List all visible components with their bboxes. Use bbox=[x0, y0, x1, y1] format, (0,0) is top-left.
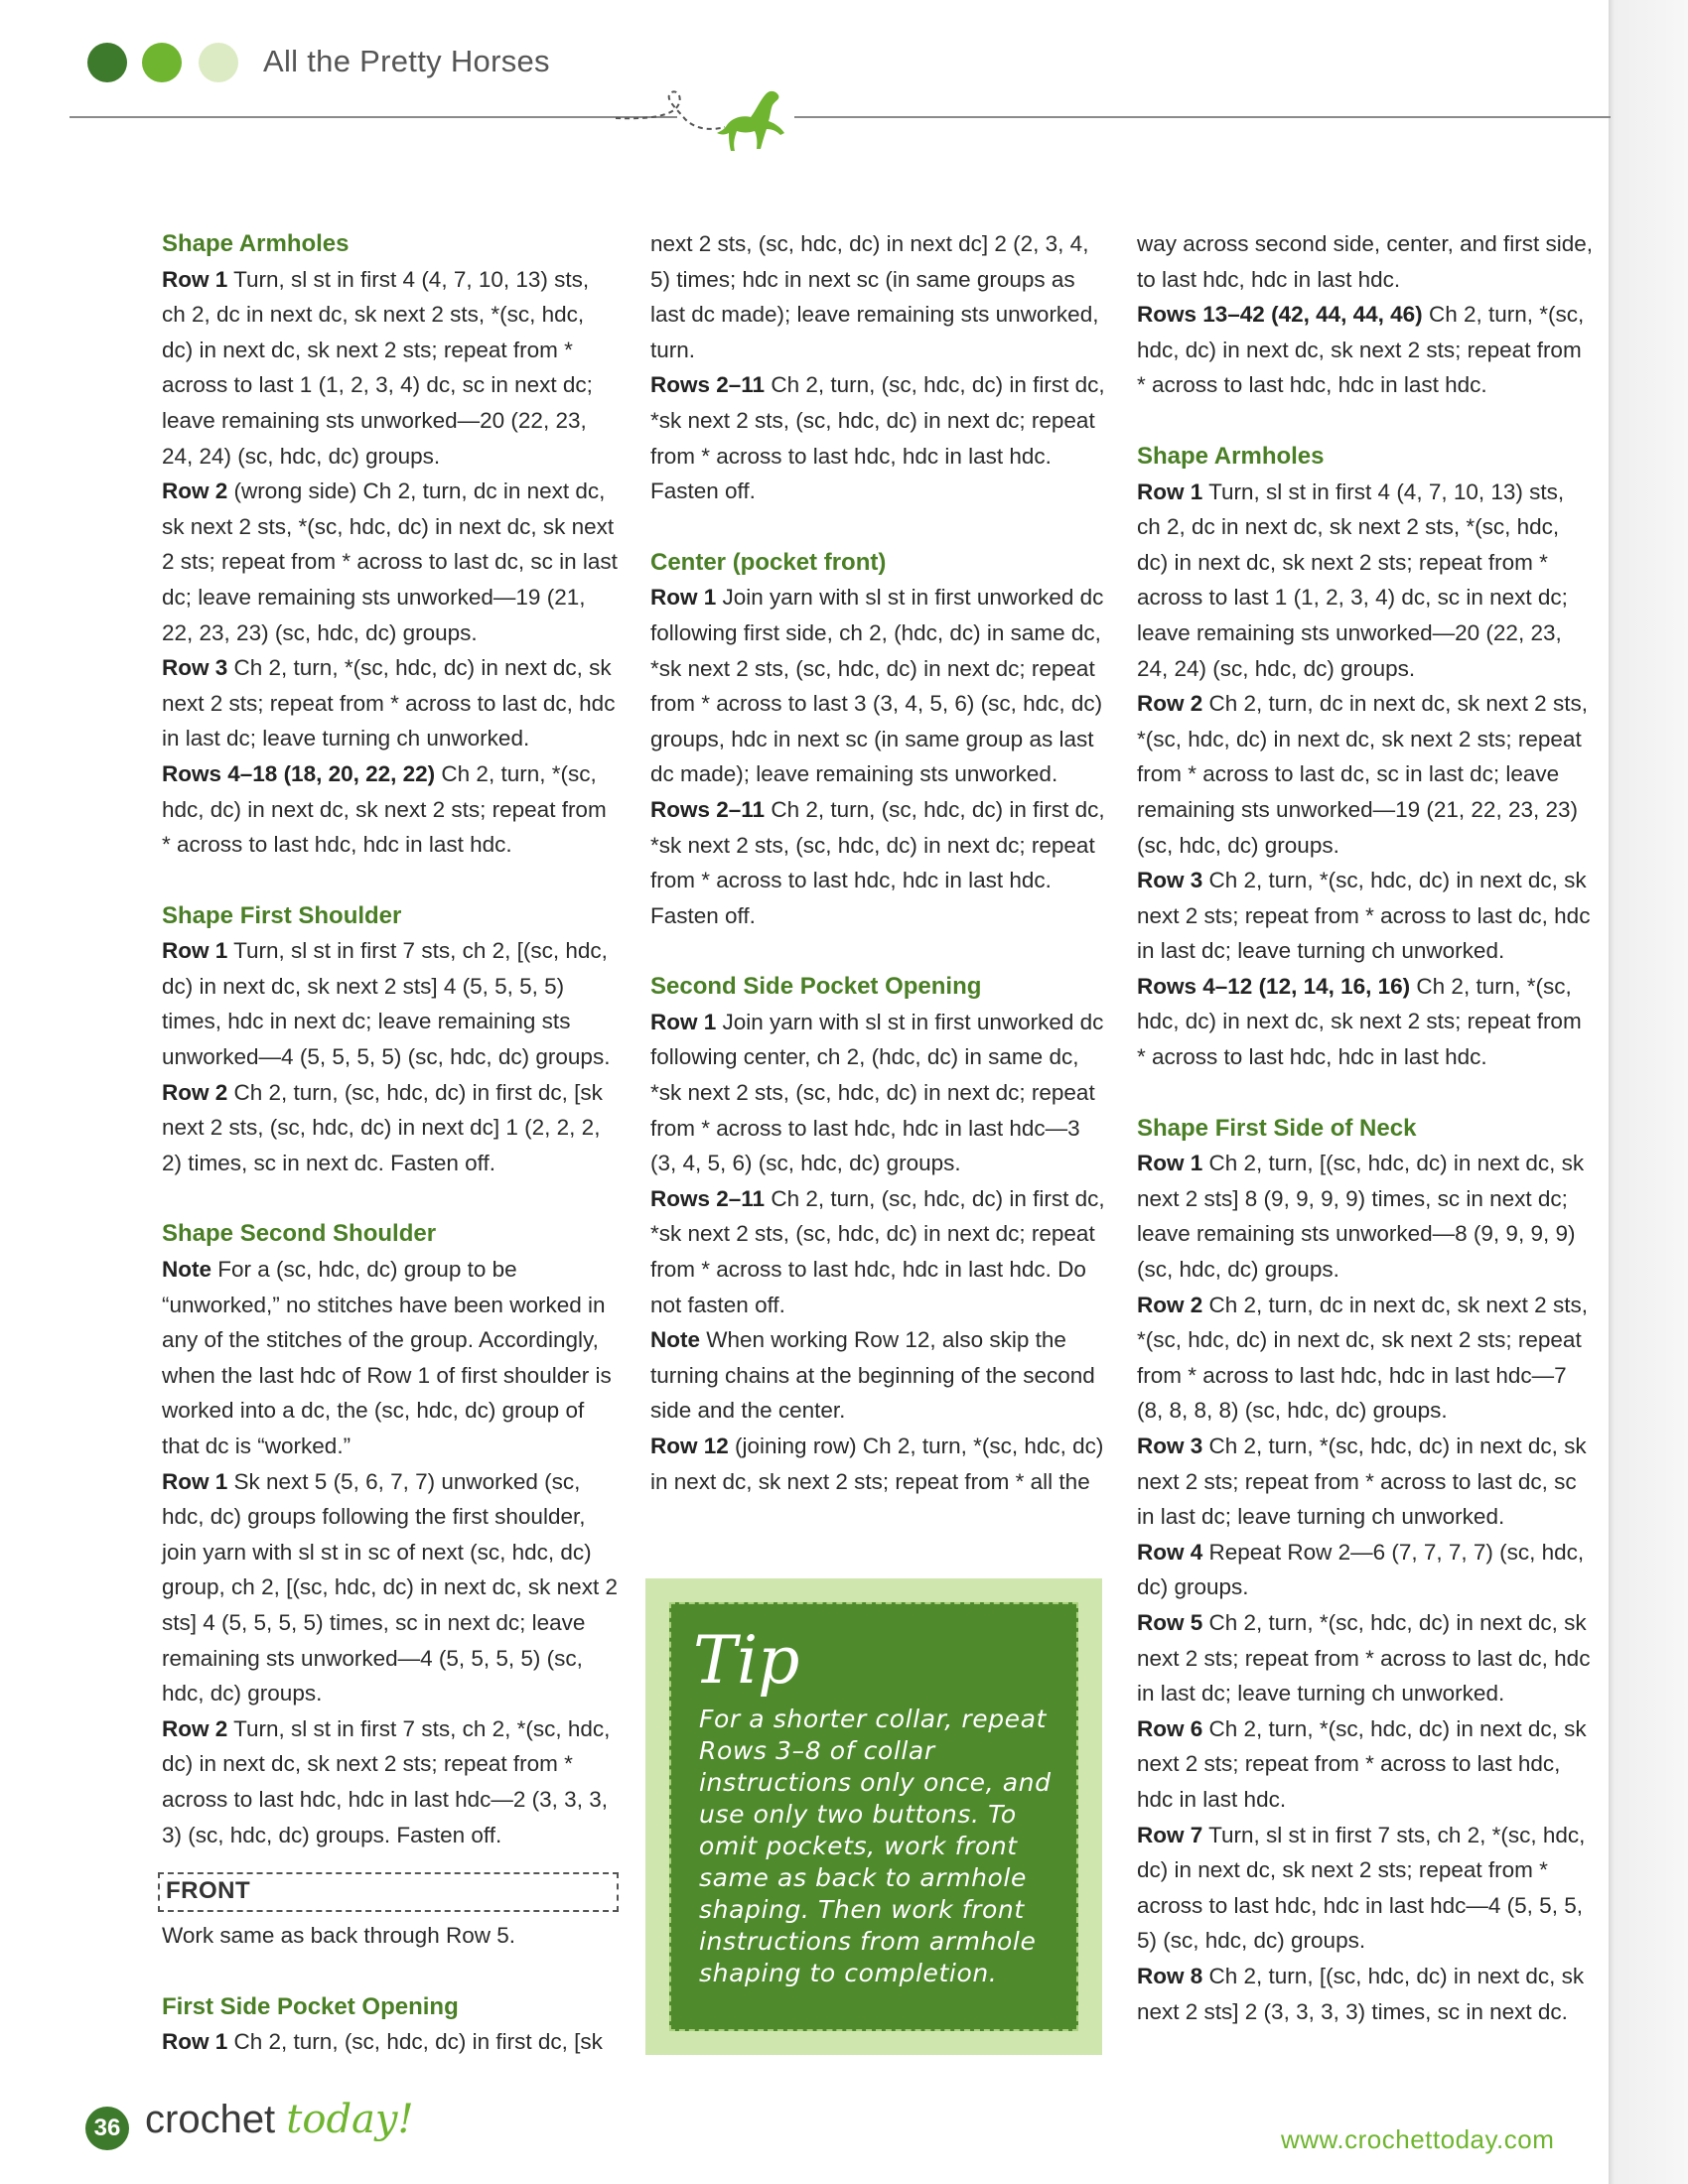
instruction-row bbox=[1137, 1288, 1594, 1429]
row-label: Rows 4–12 (12, 14, 16, 16) bbox=[1137, 973, 1411, 999]
section-heading-neck: Shape First Side of Neck bbox=[1137, 1114, 1417, 1142]
instruction-row bbox=[650, 1181, 1107, 1322]
row-text: Turn, sl st in first 7 sts, ch 2, [(sc, hdc, dc) in next dc, sk next 2 sts] 4 (5, 5, 5, 5) times, hdc in next dc; leave remaining sts unworked—4 (5, 5, 5, 5) (sc, hdc, dc) groups. bbox=[162, 938, 611, 1070]
instruction-row bbox=[162, 1711, 619, 1852]
section-heading-first-shoulder: Shape First Shoulder bbox=[162, 901, 402, 929]
instruction-row bbox=[1137, 297, 1594, 403]
row-label: Rows 13–42 (42, 44, 44, 46) bbox=[1137, 302, 1423, 328]
row-text: Turn, sl st in first 4 (4, 7, 10, 13) sts, ch 2, dc in next dc, sk next 2 sts, *(sc, hdc, dc) in next dc, sk next 2 sts; repeat from * across to last 1 (1, 2, 3, 4) dc, sc in next dc; leave remaining sts unworked—20 (22, 23, 24, 24) (sc, hdc, dc) groups. bbox=[162, 266, 593, 469]
instruction-row bbox=[1137, 686, 1594, 863]
row-text: Ch 2, turn, dc in next dc, sk next 2 sts, *(sc, hdc, dc) in next dc, sk next 2 sts; repeat from * across to last dc, sc in last dc; leave remaining sts unworked—19 (21, 22, 23, 23) (sc, hdc, dc) groups. bbox=[1137, 691, 1588, 858]
note-text: For a (sc, hdc, dc) group to be “unworked,” no stitches have been worked in any of the stitches of the group. Accordingly, when the last hdc of Row 1 of first shoulder is worked into a dc, the (sc, hdc, dc) group of that dc is “worked.” bbox=[162, 1257, 612, 1458]
note bbox=[162, 1252, 619, 1464]
front-section-heading bbox=[158, 1872, 619, 1912]
row-text: Ch 2, turn, [(sc, hdc, dc) in next dc, sk next 2 sts] 2 (3, 3, 3, 3) times, sc in next dc. bbox=[1137, 1963, 1585, 2024]
row-label: Row 1 bbox=[162, 1468, 228, 1494]
front-heading-text: FRONT bbox=[166, 1877, 251, 1905]
instruction-row bbox=[1137, 1429, 1594, 1535]
row-label: Row 2 bbox=[1137, 1292, 1203, 1317]
row-text: Ch 2, turn, *(sc, hdc, dc) in next dc, sk next 2 sts; repeat from * across to last hdc, hdc in last hdc. bbox=[1137, 302, 1585, 398]
column-3 bbox=[1137, 226, 1594, 2029]
column-1 bbox=[162, 226, 619, 2060]
header-rule-right bbox=[794, 116, 1611, 118]
running-head: All the Pretty Horses bbox=[263, 44, 550, 78]
instruction-row bbox=[1137, 475, 1594, 687]
row-text: Sk next 5 (5, 6, 7, 7) unworked (sc, hdc, dc) groups following the first shoulder, join yarn with sl st in sc of next (sc, hdc, dc) group, ch 2, [(sc, hdc, dc) in next dc, sk next 2 sts] 4 (5, 5, 5, 5) times, sc in next dc; leave remaining sts unworked—4 (5, 5, 5, 5) (sc, hdc, dc) groups. bbox=[162, 1468, 618, 1706]
website-url: www.crochettoday.com bbox=[1281, 2124, 1555, 2154]
tip-text: For a shorter collar, repeat Rows 3–8 of collar instructions only once, and use only two buttons. To omit pockets, work front same as back to armhole shaping. Then work front instructions from armhole shaping to completion. bbox=[699, 1705, 1052, 1987]
page-number-badge: 36 bbox=[85, 2107, 129, 2150]
instruction-row bbox=[1137, 1605, 1594, 1711]
instruction-row bbox=[162, 756, 619, 863]
row-text: Join yarn with sl st in first unworked dc following first side, ch 2, (hdc, dc) in same dc, *sk next 2 sts, (sc, hdc, dc) in next dc; repeat from * across to last 3 (3, 4, 5, 6) (sc, hdc, dc) groups, hdc in next sc (in same group as last dc made); leave remaining sts unworked. bbox=[650, 585, 1104, 787]
page-edge-shadow bbox=[1609, 0, 1688, 2184]
row-text: Turn, sl st in first 7 sts, ch 2, *(sc, hdc, dc) in next dc, sk next 2 sts; repeat from * across to last hdc, hdc in last hdc—4 (5, 5, 5, 5) (sc, hdc, dc) groups. bbox=[1137, 1822, 1586, 1954]
brand-logo bbox=[145, 2097, 414, 2142]
row-label: Row 12 bbox=[650, 1433, 729, 1458]
row-label: Row 4 bbox=[1137, 1539, 1203, 1565]
row-text: Ch 2, turn, *(sc, hdc, dc) in next dc, sk next 2 sts; repeat from * across to last dc, hdc in last dc; leave turning ch unworked. bbox=[1137, 1609, 1591, 1706]
row-text: Ch 2, turn, (sc, hdc, dc) in first dc, [sk next 2 sts, (sc, hdc, dc) in next dc] 1 (2, 2, 2, 2) times, sc in next dc. Fasten off. bbox=[162, 1079, 603, 1175]
instruction-row bbox=[1137, 969, 1594, 1075]
row-label: Row 2 bbox=[1137, 691, 1203, 717]
header-rule-left bbox=[70, 116, 677, 118]
note bbox=[650, 1322, 1107, 1429]
front-text: Work same as back through Row 5. bbox=[162, 1923, 515, 1949]
instruction-row bbox=[650, 580, 1107, 792]
instruction-row bbox=[650, 1005, 1107, 1181]
note-label: Note bbox=[162, 1257, 211, 1283]
section-heading-first-pocket: First Side Pocket Opening bbox=[162, 1992, 459, 2020]
header-dot-light bbox=[199, 43, 238, 82]
instruction-row bbox=[162, 262, 619, 475]
row-label: Row 7 bbox=[1137, 1822, 1203, 1847]
instruction-row bbox=[650, 792, 1107, 933]
section-heading-second-pocket: Second Side Pocket Opening bbox=[650, 973, 982, 1001]
row-text: Ch 2, turn, *(sc, hdc, dc) in next dc, sk next 2 sts; repeat from * across to last dc, sc in last dc; leave turning ch unworked. bbox=[1137, 1433, 1587, 1530]
row-label: Row 2 bbox=[162, 1079, 228, 1105]
horse-icon bbox=[616, 79, 804, 169]
row-label: Row 5 bbox=[1137, 1609, 1203, 1635]
instruction-row bbox=[1137, 863, 1594, 969]
brand-main: crochet bbox=[145, 2098, 287, 2141]
instruction-row bbox=[162, 2024, 619, 2060]
instruction-row bbox=[650, 367, 1107, 508]
note-text: When working Row 12, also skip the turning chains at the beginning of the second side and the center. bbox=[650, 1327, 1095, 1424]
row-text: Join yarn with sl st in first unworked dc following center, ch 2, (hdc, dc) in same dc, *sk next 2 sts, (sc, hdc, dc) in next dc; repeat from * across to last hdc, hdc in last hdc—3 (3, 4, 5, 6) (sc, hdc, dc) groups. bbox=[650, 1009, 1104, 1176]
row-text: Repeat Row 2—6 (7, 7, 7, 7) (sc, hdc, dc) groups. bbox=[1137, 1539, 1585, 1600]
continued-text: way across second side, center, and first side, to last hdc, hdc in last hdc. bbox=[1137, 231, 1593, 292]
instruction-row bbox=[162, 933, 619, 1074]
row-label: Row 6 bbox=[1137, 1715, 1203, 1741]
row-label: Row 2 bbox=[162, 478, 228, 504]
row-text: Ch 2, turn, [(sc, hdc, dc) in next dc, sk next 2 sts] 8 (9, 9, 9, 9) times, sc in next dc; leave remaining sts unworked—8 (9, 9, 9, 9) (sc, hdc, dc) groups. bbox=[1137, 1151, 1585, 1283]
row-text: (joining row) Ch 2, turn, *(sc, hdc, dc) in next dc, sk next 2 sts; repeat from * all the bbox=[650, 1433, 1104, 1494]
row-text: Ch 2, turn, *(sc, hdc, dc) in next dc, sk next 2 sts; repeat from * across to last dc, hdc in last dc; leave turning ch unworked. bbox=[162, 655, 616, 751]
instruction-row bbox=[650, 1429, 1107, 1499]
row-text: (wrong side) Ch 2, turn, dc in next dc, sk next 2 sts, *(sc, hdc, dc) in next dc, sk next 2 sts; repeat from * across to last dc, sc in last dc; leave remaining sts unworked—19 (21, 22, 23, 23) (sc, hdc, dc) groups. bbox=[162, 478, 618, 645]
tip-title: Tip bbox=[693, 1622, 800, 1699]
row-label: Row 3 bbox=[1137, 1433, 1203, 1458]
section-heading-center: Center (pocket front) bbox=[650, 548, 887, 576]
row-text: Ch 2, turn, *(sc, hdc, dc) in next dc, sk next 2 sts; repeat from * across to last dc, hdc in last dc; leave turning ch unworked. bbox=[1137, 868, 1591, 964]
row-label: Row 1 bbox=[650, 1009, 717, 1034]
row-label: Row 1 bbox=[162, 266, 228, 292]
row-text: Ch 2, turn, (sc, hdc, dc) in first dc, *sk next 2 sts, (sc, hdc, dc) in next dc; repeat from * across to last hdc, hdc in last hdc. Do not fasten off. bbox=[650, 1185, 1105, 1317]
row-text: Turn, sl st in first 7 sts, ch 2, *(sc, hdc, dc) in next dc, sk next 2 sts; repeat from * across to last hdc, hdc in last hdc—2 (3, 3, 3, 3) (sc, hdc, dc) groups. Fasten off. bbox=[162, 1715, 611, 1847]
instruction-row bbox=[1137, 1711, 1594, 1818]
row-text: Turn, sl st in first 4 (4, 7, 10, 13) sts, ch 2, dc in next dc, sk next 2 sts, *(sc, hdc, dc) in next dc, sk next 2 sts; repeat from * across to last 1 (1, 2, 3, 4) dc, sc in next dc; leave remaining sts unworked—20 (22, 23, 24, 24) (sc, hdc, dc) groups. bbox=[1137, 478, 1568, 681]
tip-box bbox=[645, 1578, 1102, 2055]
note-label: Note bbox=[650, 1327, 700, 1353]
instruction-row bbox=[1137, 1959, 1594, 2029]
section-heading-second-shoulder: Shape Second Shoulder bbox=[162, 1220, 437, 1248]
row-label: Row 1 bbox=[1137, 1151, 1203, 1176]
row-text: Ch 2, turn, *(sc, hdc, dc) in next dc, sk next 2 sts; repeat from * across to last hdc, hdc in last hdc. bbox=[1137, 1715, 1587, 1812]
section-heading-shape-armholes: Shape Armholes bbox=[162, 230, 350, 257]
section-heading-shape-armholes: Shape Armholes bbox=[1137, 442, 1325, 470]
column-2 bbox=[650, 226, 1107, 1499]
row-label: Rows 2–11 bbox=[650, 372, 766, 398]
instruction-row bbox=[162, 650, 619, 756]
brand-script: today! bbox=[286, 2097, 414, 2142]
header-dot-medium bbox=[142, 43, 182, 82]
instruction-row bbox=[162, 1075, 619, 1181]
row-text: Ch 2, turn, (sc, hdc, dc) in first dc, *sk next 2 sts, (sc, hdc, dc) in next dc; repeat from * across to last hdc, hdc in last hdc. Fasten off. bbox=[650, 372, 1105, 504]
instruction-row bbox=[1137, 1535, 1594, 1605]
row-label: Row 3 bbox=[1137, 868, 1203, 893]
header-dot-dark bbox=[87, 43, 127, 82]
instruction-row bbox=[162, 1464, 619, 1711]
row-text: Ch 2, turn, (sc, hdc, dc) in first dc, [sk bbox=[227, 2029, 603, 2055]
tip-panel bbox=[669, 1602, 1078, 2031]
row-text: Ch 2, turn, dc in next dc, sk next 2 sts, *(sc, hdc, dc) in next dc, sk next 2 sts; repeat from * across to last hdc, hdc in last hdc—7 (8, 8, 8, 8) (sc, hdc, dc) groups. bbox=[1137, 1292, 1588, 1424]
instruction-row bbox=[162, 474, 619, 650]
row-label: Row 3 bbox=[162, 655, 228, 681]
row-text: Ch 2, turn, *(sc, hdc, dc) in next dc, sk next 2 sts; repeat from * across to last hdc, hdc in last hdc. bbox=[1137, 973, 1582, 1070]
row-label: Row 8 bbox=[1137, 1963, 1203, 1988]
instruction-row bbox=[1137, 1146, 1594, 1287]
row-label: Row 1 bbox=[162, 2029, 228, 2055]
row-text: Ch 2, turn, (sc, hdc, dc) in first dc, *sk next 2 sts, (sc, hdc, dc) in next dc; repeat from * across to last hdc, hdc in last hdc. Fasten off. bbox=[650, 796, 1105, 928]
row-label: Row 1 bbox=[650, 585, 717, 611]
row-label: Rows 4–18 (18, 20, 22, 22) bbox=[162, 760, 436, 786]
row-label: Rows 2–11 bbox=[650, 796, 766, 822]
row-label: Row 2 bbox=[162, 1715, 228, 1741]
row-label: Row 1 bbox=[1137, 478, 1203, 504]
continued-text: next 2 sts, (sc, hdc, dc) in next dc] 2 (2, 3, 4, 5) times; hdc in next sc (in same groups as last dc made); leave remaining sts unworked, turn. bbox=[650, 231, 1099, 362]
row-label: Row 1 bbox=[162, 938, 228, 964]
row-label: Rows 2–11 bbox=[650, 1185, 766, 1211]
row-text: Ch 2, turn, *(sc, hdc, dc) in next dc, sk next 2 sts; repeat from * across to last hdc, hdc in last hdc. bbox=[162, 760, 607, 858]
instruction-row bbox=[1137, 1818, 1594, 1959]
